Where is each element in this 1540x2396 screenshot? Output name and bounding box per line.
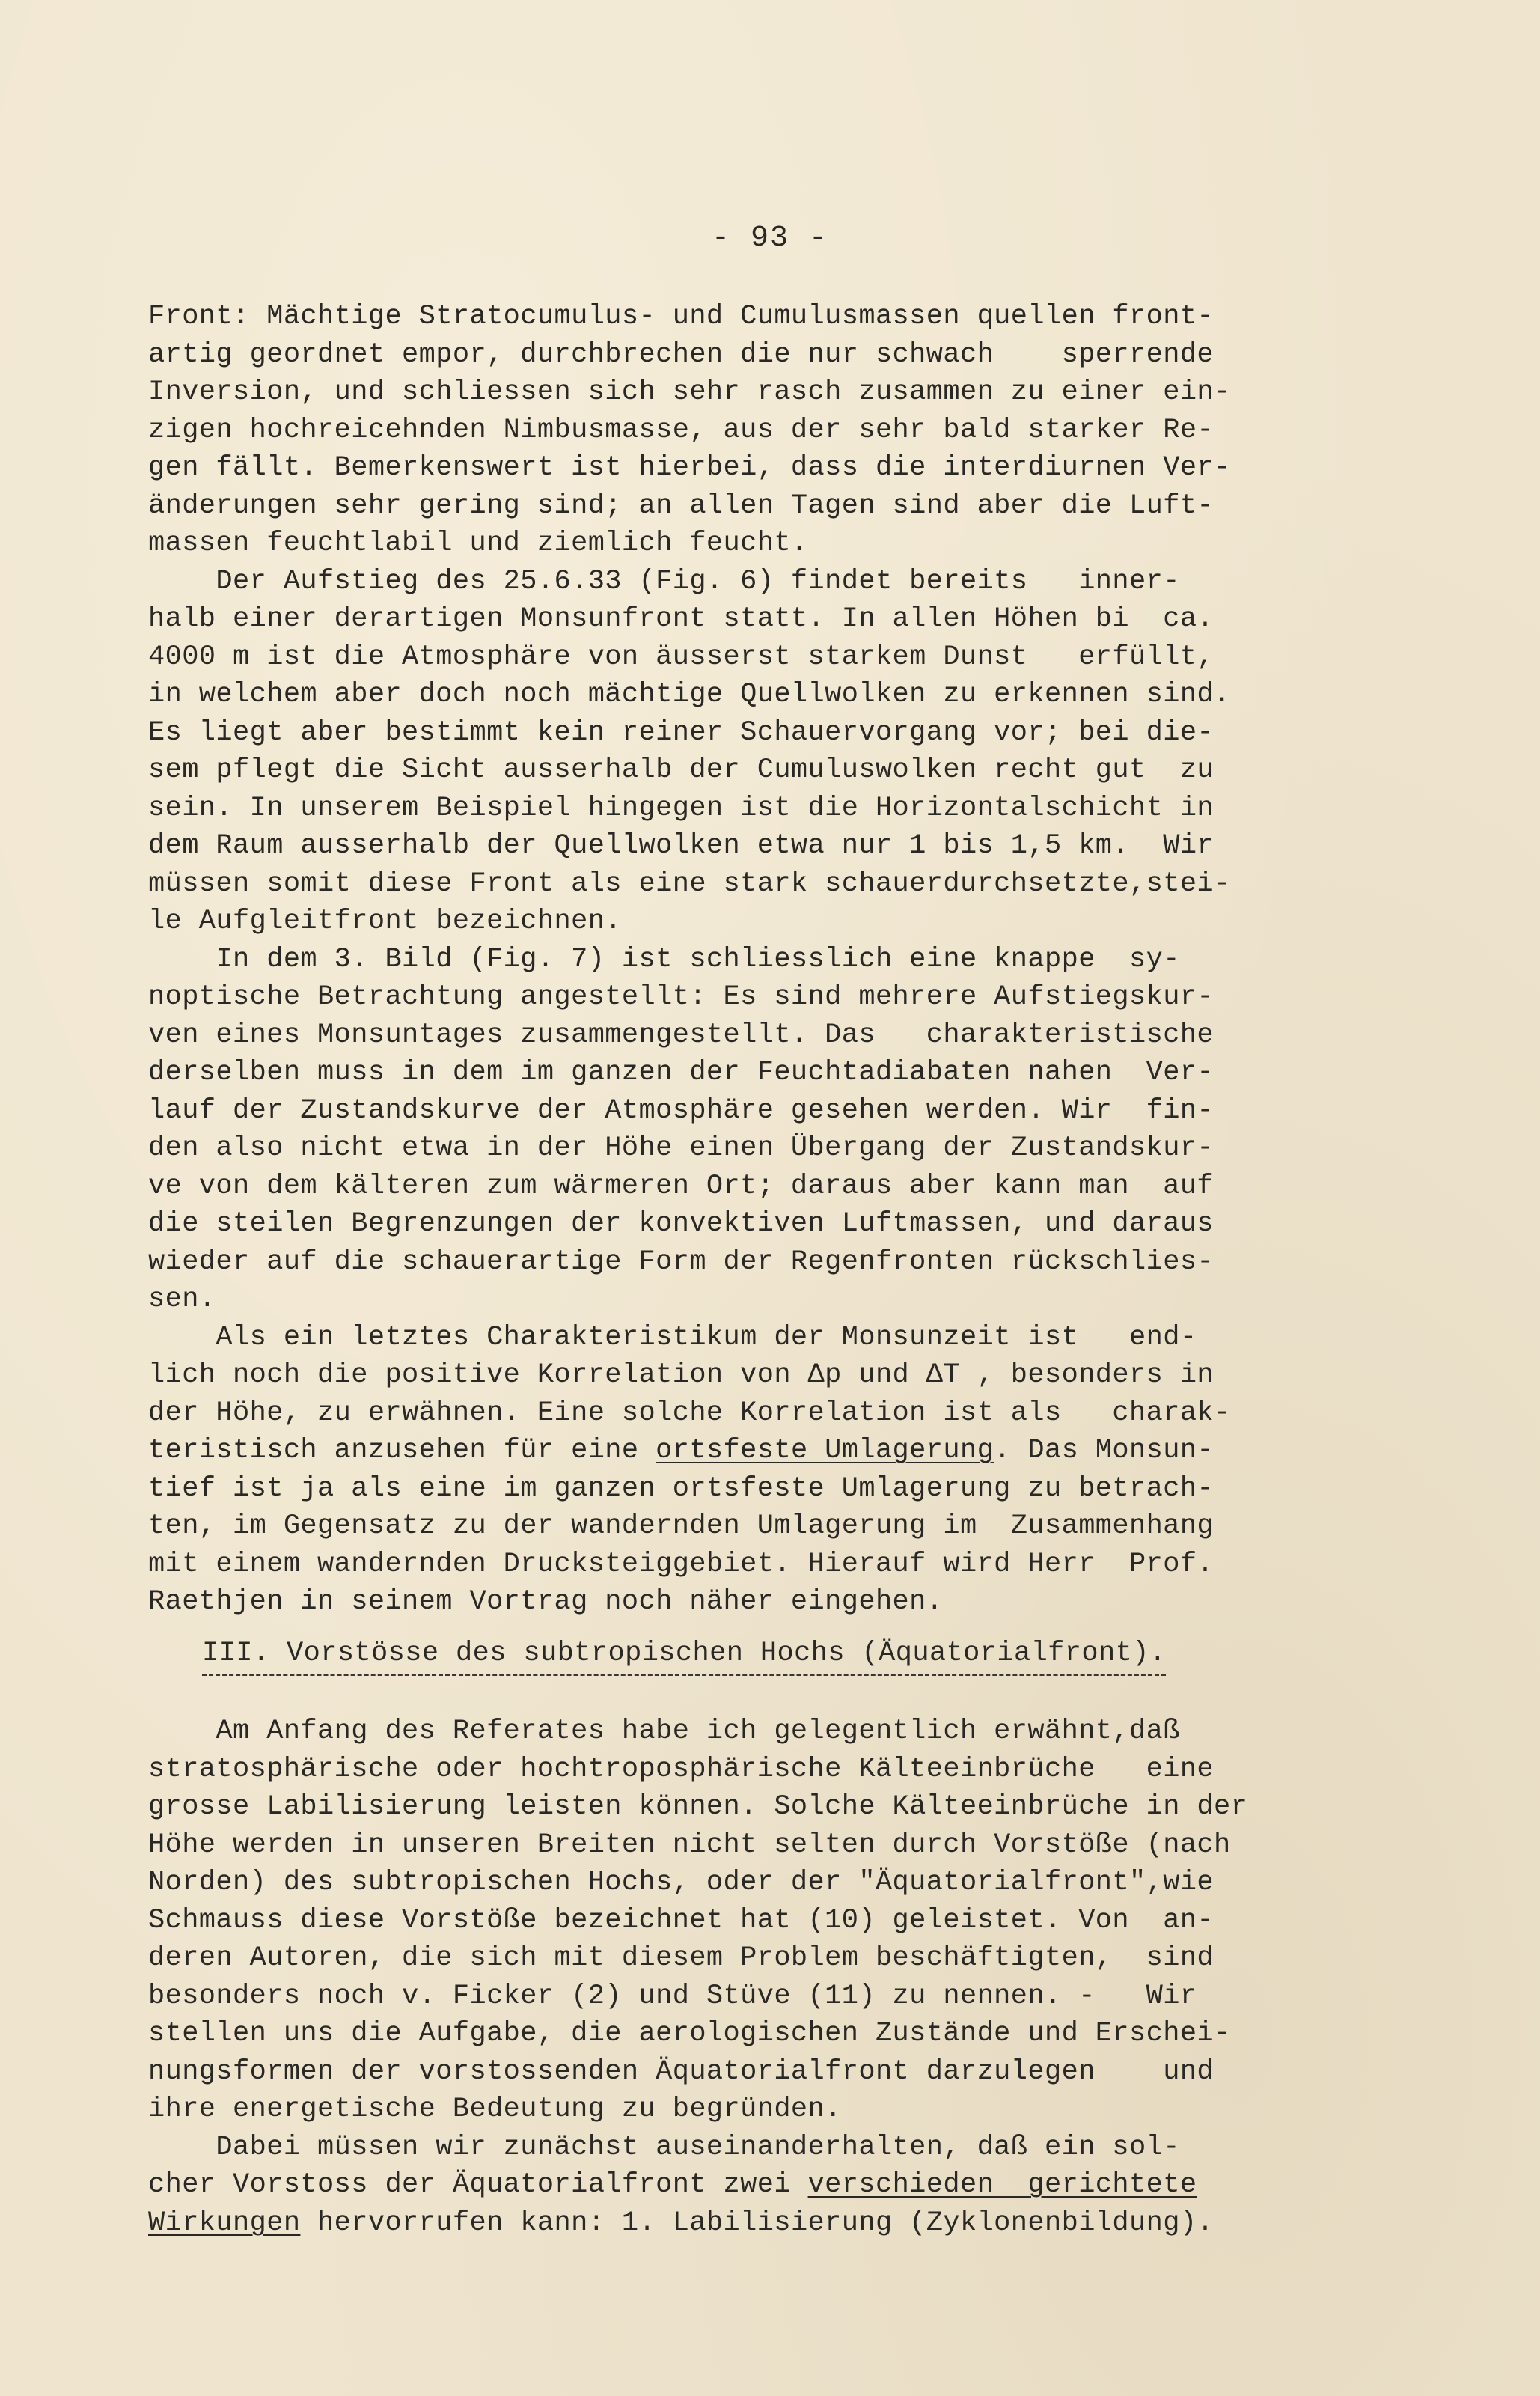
text-line: le Aufgleitfront bezeichnen. [148, 906, 622, 937]
text-line: stellen uns die Aufgabe, die aerologischen Zustände und Erschei- [148, 2018, 1231, 2049]
text-line: Als ein letztes Charakteristikum der Monsunzeit ist end- [148, 1321, 1197, 1353]
text-line: müssen somit diese Front als eine stark schauerdurchsetzte,stei- [148, 868, 1231, 900]
text-line-with-underline [148, 2204, 1299, 2243]
text-line: gen fällt. Bemerkenswert ist hierbei, dass die interdiurnen Ver- [148, 452, 1231, 484]
text-line: zigen hochreicehnden Nimbusmasse, aus der sehr bald starker Re- [148, 414, 1214, 446]
text-fragment: cher Vorstoss der Äquatorialfront zwei verschieden gerichtete [148, 2169, 1197, 2201]
text-line: Norden) des subtropischen Hochs, oder der "Äquatorialfront",wie [148, 1867, 1214, 1898]
text-line: artig geordnet empor, durchbrechen die nur schwach sperrende [148, 338, 1214, 371]
underlined-phrase: verschieden gerichtete [807, 2169, 1197, 2201]
text-line: der Höhe, zu erwähnen. Eine solche Korrelation ist als charak- [148, 1397, 1231, 1429]
underlined-phrase: Wirkungen [148, 2207, 301, 2239]
text-line: sem pflegt die Sicht ausserhalb der Cumuluswolken recht gut zu [148, 755, 1214, 786]
text-line: Höhe werden in unseren Breiten nicht selten durch Vorstöße (nach [148, 1829, 1231, 1861]
text-line: Am Anfang des Referates habe ich gelegentlich erwähnt,daß [148, 1716, 1180, 1747]
text-line: dem Raum ausserhalb der Quellwolken etwa nur 1 bis 1,5 km. Wir [148, 830, 1214, 862]
text-line: 4000 m ist die Atmosphäre von äusserst starkem Dunst erfüllt, [148, 641, 1214, 673]
text-line: tief ist ja als eine im ganzen ortsfeste Umlagerung zu betrach- [148, 1472, 1214, 1505]
text-line: den also nicht etwa in der Höhe einen Übergang der Zustandskur- [148, 1133, 1214, 1164]
text-line: Schmauss diese Vorstöße bezeichnet hat (10) geleistet. Von an- [148, 1904, 1214, 1936]
text-line: besonders noch v. Ficker (2) und Stüve (11) zu nennen. - Wir [148, 1980, 1197, 2012]
text-line: lich noch die positive Korrelation von Δp und ΔT , besonders in [148, 1359, 1214, 1391]
paragraph-block-monsun [148, 298, 1299, 1621]
text-line: ven eines Monsuntages zusammengestellt. Das charakteristische [148, 1019, 1214, 1051]
underlined-phrase: ortsfeste Umlagerung [656, 1435, 994, 1466]
text-line: in welchem aber doch noch mächtige Quellwolken zu erkennen sind. [148, 679, 1231, 710]
text-line: die steilen Begrenzungen der konvektiven Luftmassen, und daraus [148, 1208, 1214, 1240]
text-line: Front: Mächtige Stratocumulus- und Cumulusmassen quellen front- [148, 301, 1214, 332]
text-line: Der Aufstieg des 25.6.33 (Fig. 6) findet bereits inner- [148, 565, 1180, 597]
text-line: ve von dem kälteren zum wärmeren Ort; daraus aber kann man auf [148, 1170, 1214, 1202]
text-line: Es liegt aber bestimmt kein reiner Schauervorgang vor; bei die- [148, 716, 1214, 749]
text-line: änderungen sehr gering sind; an allen Tagen sind aber die Luft- [148, 490, 1214, 522]
page-number: - 93 - [711, 222, 829, 255]
text-line: grosse Labilisierung leisten können. Solche Kälteeinbrüche in der [148, 1791, 1248, 1823]
text-line: derselben muss in dem im ganzen der Feuchtadiabaten nahen Ver- [148, 1057, 1214, 1088]
text-line: lauf der Zustandskurve der Atmosphäre gesehen werden. Wir fin- [148, 1094, 1214, 1127]
text-line: ihre energetische Bedeutung zu begründen. [148, 2094, 842, 2125]
text-line: wieder auf die schauerartige Form der Regenfronten rückschlies- [148, 1246, 1214, 1278]
paragraph-block-aequatorialfront [148, 1713, 1299, 2242]
text-line: massen feuchtlabil und ziemlich feucht. [148, 528, 808, 559]
text-line: ten, im Gegensatz zu der wandernden Umlagerung im Zusammenhang [148, 1511, 1214, 1542]
text-line: Dabei müssen wir zunächst auseinanderhalten, daß ein sol- [148, 2131, 1180, 2163]
text-line: Raethjen in seinem Vortrag noch näher eingehen. [148, 1586, 944, 1618]
text-fragment: teristisch anzusehen für eine ortsfeste Umlagerung. Das Monsun- [148, 1435, 1214, 1466]
text-line: Inversion, und schliessen sich sehr rasch zusammen zu einer ein- [148, 377, 1231, 408]
text-line: In dem 3. Bild (Fig. 7) ist schliesslich eine knappe sy- [148, 943, 1180, 975]
text-line: mit einem wandernden Drucksteiggebiet. Hierauf wird Herr Prof. [148, 1548, 1214, 1580]
text-line-with-underline [148, 2166, 1299, 2204]
text-fragment: Wirkungen hervorrufen kann: 1. Labilisierung (Zyklonenbildung). [148, 2207, 1214, 2239]
text-line: deren Autoren, die sich mit diesem Problem beschäftigten, sind [148, 1942, 1214, 1974]
text-line: sein. In unserem Beispiel hingegen ist die Horizontalschicht in [148, 792, 1214, 824]
text-line: noptische Betrachtung angestellt: Es sind mehrere Aufstiegskur- [148, 981, 1214, 1013]
text-line: sen. [148, 1284, 216, 1315]
text-line: nungsformen der vorstossenden Äquatorialfront darzulegen und [148, 2055, 1214, 2088]
section-heading: III. Vorstösse des subtropischen Hochs (Äquatorialfront). [202, 1638, 1166, 1676]
text-line-with-underline [148, 1432, 1299, 1470]
text-line: halb einer derartigen Monsunfront statt. In allen Höhen bi ca. [148, 603, 1214, 635]
text-line: stratosphärische oder hochtroposphärische Kälteeinbrüche eine [148, 1753, 1214, 1785]
